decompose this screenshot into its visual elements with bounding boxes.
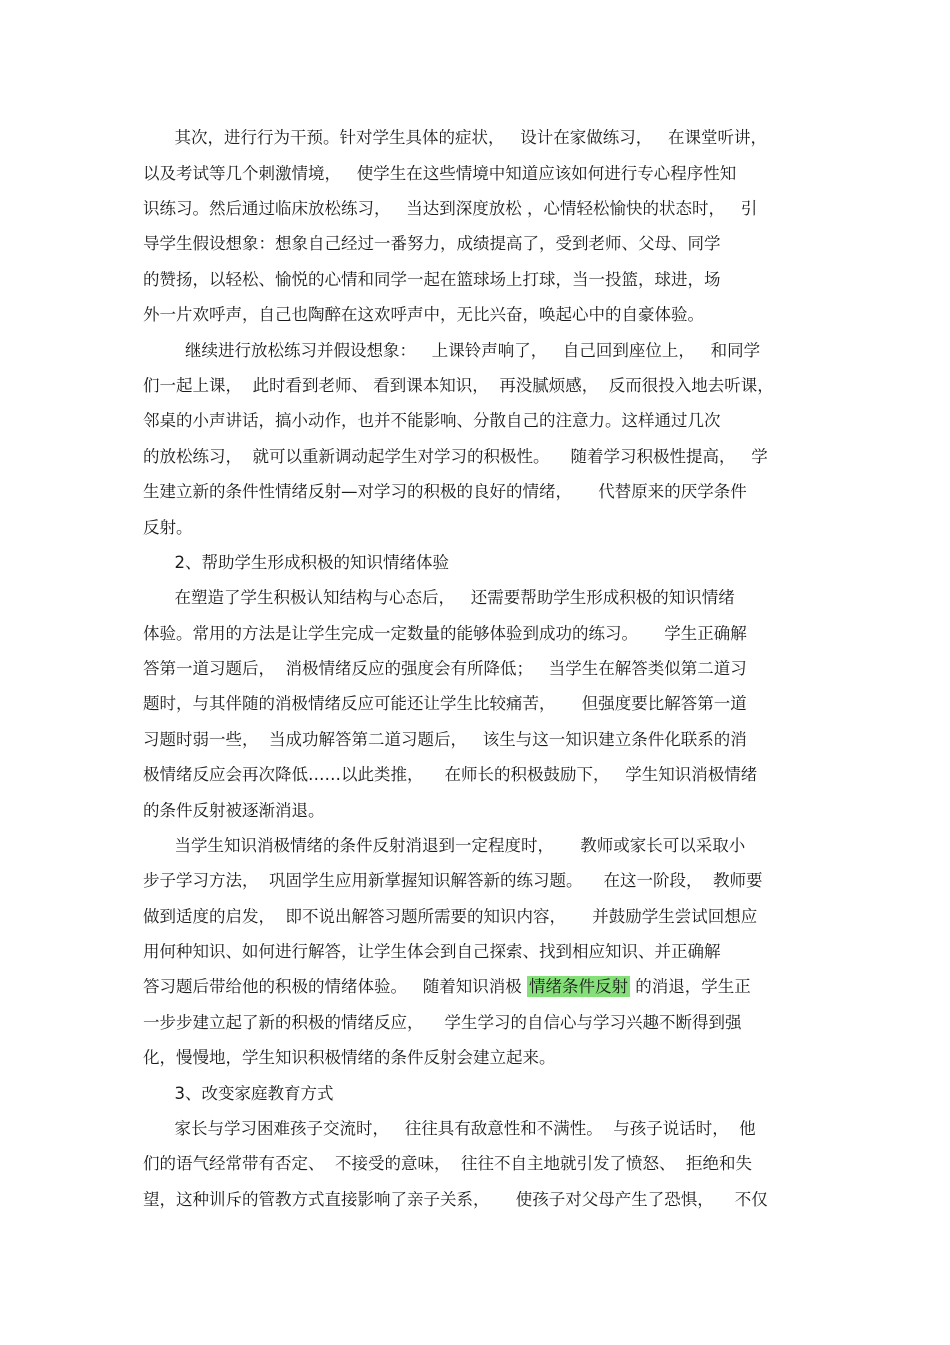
text-line: 在塑造了学生积极认知结构与心态后， 还需要帮助学生形成积极的知识情绪	[143, 588, 735, 607]
text-line: 答第一道习题后， 消极情绪反应的强度会有所降低； 当学生在解答类似第二道习	[143, 659, 747, 678]
highlighted-term: 情绪条件反射	[528, 977, 628, 996]
text-line: 的放松练习， 就可以重新调动起学生对学习的积极性。 随着学习积极性提高， 学	[143, 447, 768, 466]
text-line-highlighted	[143, 977, 751, 997]
text-segment: 的消退，学生正	[629, 977, 751, 996]
text-line: 的条件反射被逐渐消退。	[143, 801, 325, 820]
section-heading: 2、帮助学生形成积极的知识情绪体验	[143, 553, 449, 572]
text-line: 家长与学习困难孩子交流时， 往往具有敌意性和不满性。 与孩子说话时， 他	[143, 1119, 756, 1138]
text-line: 望，这种训斥的管教方式直接影响了亲子关系， 使孩子对父母产生了恐惧， 不仅	[143, 1190, 768, 1209]
text-line: 一步步建立起了新的积极的情绪反应， 学生学习的自信心与学习兴趣不断得到强	[143, 1013, 742, 1032]
text-line: 其次，进行行为干预。针对学生具体的症状， 设计在家做练习， 在课堂听讲，	[143, 128, 767, 147]
text-line: 们一起上课， 此时看到老师、 看到课本知识， 再没腻烦感， 反而很投入地去听课，	[143, 376, 774, 395]
text-line: 当学生知识消极情绪的条件反射消退到一定程度时， 教师或家长可以采取小	[143, 836, 746, 855]
section-heading: 3、改变家庭教育方式	[143, 1084, 334, 1103]
text-line: 习题时弱一些， 当成功解答第二道习题后， 该生与这一知识建立条件化联系的消	[143, 730, 747, 749]
text-line: 导学生假设想象：想象自己经过一番努力，成绩提高了，受到老师、父母、同学	[143, 234, 721, 253]
text-line: 识练习。然后通过临床放松练习， 当达到深度放松 ，心情轻松愉快的状态时， 引	[143, 199, 758, 218]
text-line: 以及考试等几个刺激情境， 使学生在这些情境中知道应该如何进行专心程序性知	[143, 164, 737, 183]
text-line: 们的语气经常带有否定、 不接受的意味， 往往不自主地就引发了愤怒、 拒绝和失	[143, 1154, 752, 1173]
text-line: 极情绪反应会再次降低……以此类推， 在师长的积极鼓励下， 学生知识消极情绪	[143, 765, 758, 784]
text-segment: 答习题后带给他的积极的情绪体验。 随着知识消极	[143, 977, 527, 996]
text-line: 生建立新的条件性情绪反射—对学习的积极的良好的情绪， 代替原来的厌学条件	[143, 482, 747, 501]
text-line: 化，慢慢地，学生知识积极情绪的条件反射会建立起来。	[143, 1048, 556, 1067]
text-line: 外一片欢呼声，自己也陶醉在这欢呼声中，无比兴奋，唤起心中的自豪体验。	[143, 305, 704, 324]
text-line: 继续进行放松练习并假设想象： 上课铃声响了， 自己回到座位上， 和同学	[143, 341, 761, 360]
text-line: 的赞扬，以轻松、愉悦的心情和同学一起在篮球场上打球，当一投篮，球进，场	[143, 270, 721, 289]
text-line: 做到适度的启发， 即不说出解答习题所需要的知识内容， 并鼓励学生尝试回想应	[143, 907, 758, 926]
text-line: 步子学习方法， 巩固学生应用新掌握知识解答新的练习题。 在这一阶段， 教师要	[143, 871, 763, 890]
text-line: 反射。	[143, 518, 193, 537]
text-line: 体验。常用的方法是让学生完成一定数量的能够体验到成功的练习。 学生正确解	[143, 624, 747, 643]
text-line: 邻桌的小声讲话，搞小动作，也并不能影响、分散自己的注意力。这样通过几次	[143, 411, 721, 430]
text-line: 题时，与其伴随的消极情绪反应可能还让学生比较痛苦， 但强度要比解答第一道	[143, 694, 747, 713]
text-line: 用何种知识、如何进行解答，让学生体会到自己探索、找到相应知识、并正确解	[143, 942, 721, 961]
